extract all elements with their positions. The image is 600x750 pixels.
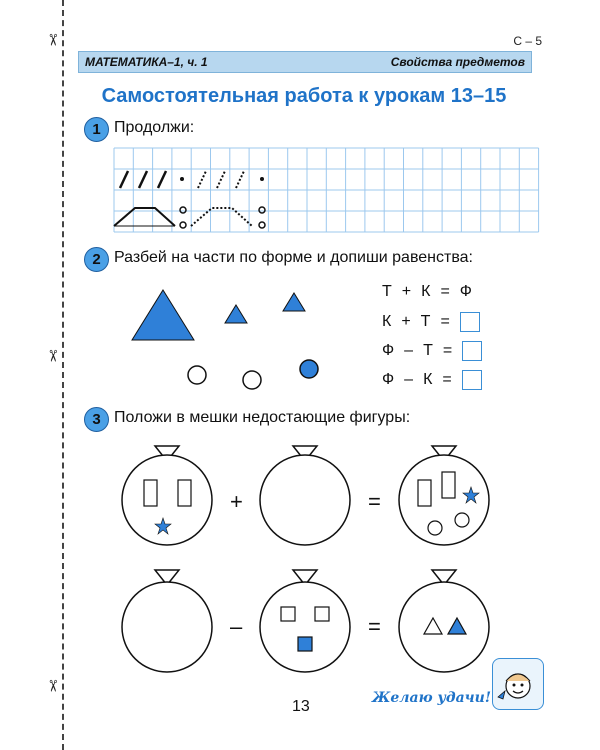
scissors-icon: ✂ [43, 679, 61, 693]
scissors-icon: ✂ [43, 33, 61, 47]
eq-operand: Т [382, 283, 392, 300]
eq-sign: = [440, 313, 450, 330]
task-number-2: 2 [84, 247, 109, 272]
white-circle [243, 371, 261, 389]
section-title: Свойства предметов [390, 55, 525, 69]
pattern-dot [180, 177, 184, 181]
blue-circle [300, 360, 318, 378]
eq-sign: = [440, 283, 450, 300]
eq-operand: Т [423, 342, 433, 359]
bag-4 [122, 570, 212, 672]
good-luck-text: Желаю удачи! [372, 690, 491, 706]
bag-1 [122, 446, 212, 545]
worksheet-code: С – 5 [513, 34, 542, 48]
eq-result: Ф [459, 283, 472, 300]
pattern-circle [259, 207, 265, 213]
task-number-3: 3 [84, 407, 109, 432]
equals-sign: = [368, 614, 381, 639]
eq-sign: = [442, 342, 453, 359]
equals-sign: = [368, 489, 381, 514]
bag-6 [399, 570, 489, 672]
pattern-grid [114, 148, 539, 232]
pattern-circle [180, 222, 186, 228]
eq-sign: = [442, 371, 452, 388]
page-title: Самостоятельная работа к урокам 13–15 [101, 85, 507, 107]
eq-operand: К [382, 313, 392, 330]
pattern-slashes-dotted [198, 171, 244, 188]
page-number: 13 [292, 698, 310, 715]
bag-2 [260, 446, 350, 545]
small-triangle [225, 305, 247, 323]
pattern-circle [259, 222, 265, 228]
eq-operator: – [404, 371, 414, 388]
task-number-1: 1 [84, 117, 109, 142]
eq-operand: К [423, 371, 433, 388]
eq-operand: К [421, 283, 431, 300]
eq-operand: Ф [382, 371, 395, 388]
task-text-1: Продолжи: [114, 119, 195, 136]
eq-operator: + [401, 283, 412, 300]
eq-operator: + [401, 313, 411, 330]
big-triangle [132, 290, 194, 340]
book-title: МАТЕМАТИКА–1, ч. 1 [85, 55, 208, 69]
boy-icon [492, 658, 544, 710]
white-circle [188, 366, 206, 384]
task-text-2: Разбей на части по форме и допиши равенства: [114, 249, 473, 266]
small-triangle [283, 293, 305, 311]
plus-sign: + [230, 489, 243, 514]
minus-sign: – [230, 614, 243, 639]
pattern-circle [180, 207, 186, 213]
eq-operand: Т [420, 313, 431, 330]
bag-3 [399, 446, 489, 545]
pattern-slashes [120, 171, 166, 188]
eq-operator: – [404, 342, 414, 359]
eq-operand: Ф [382, 342, 395, 359]
pattern-dot [260, 177, 264, 181]
bag-5 [260, 570, 350, 672]
task-text-3: Положи в мешки недостающие фигуры: [114, 409, 411, 426]
scissors-icon: ✂ [43, 349, 61, 363]
